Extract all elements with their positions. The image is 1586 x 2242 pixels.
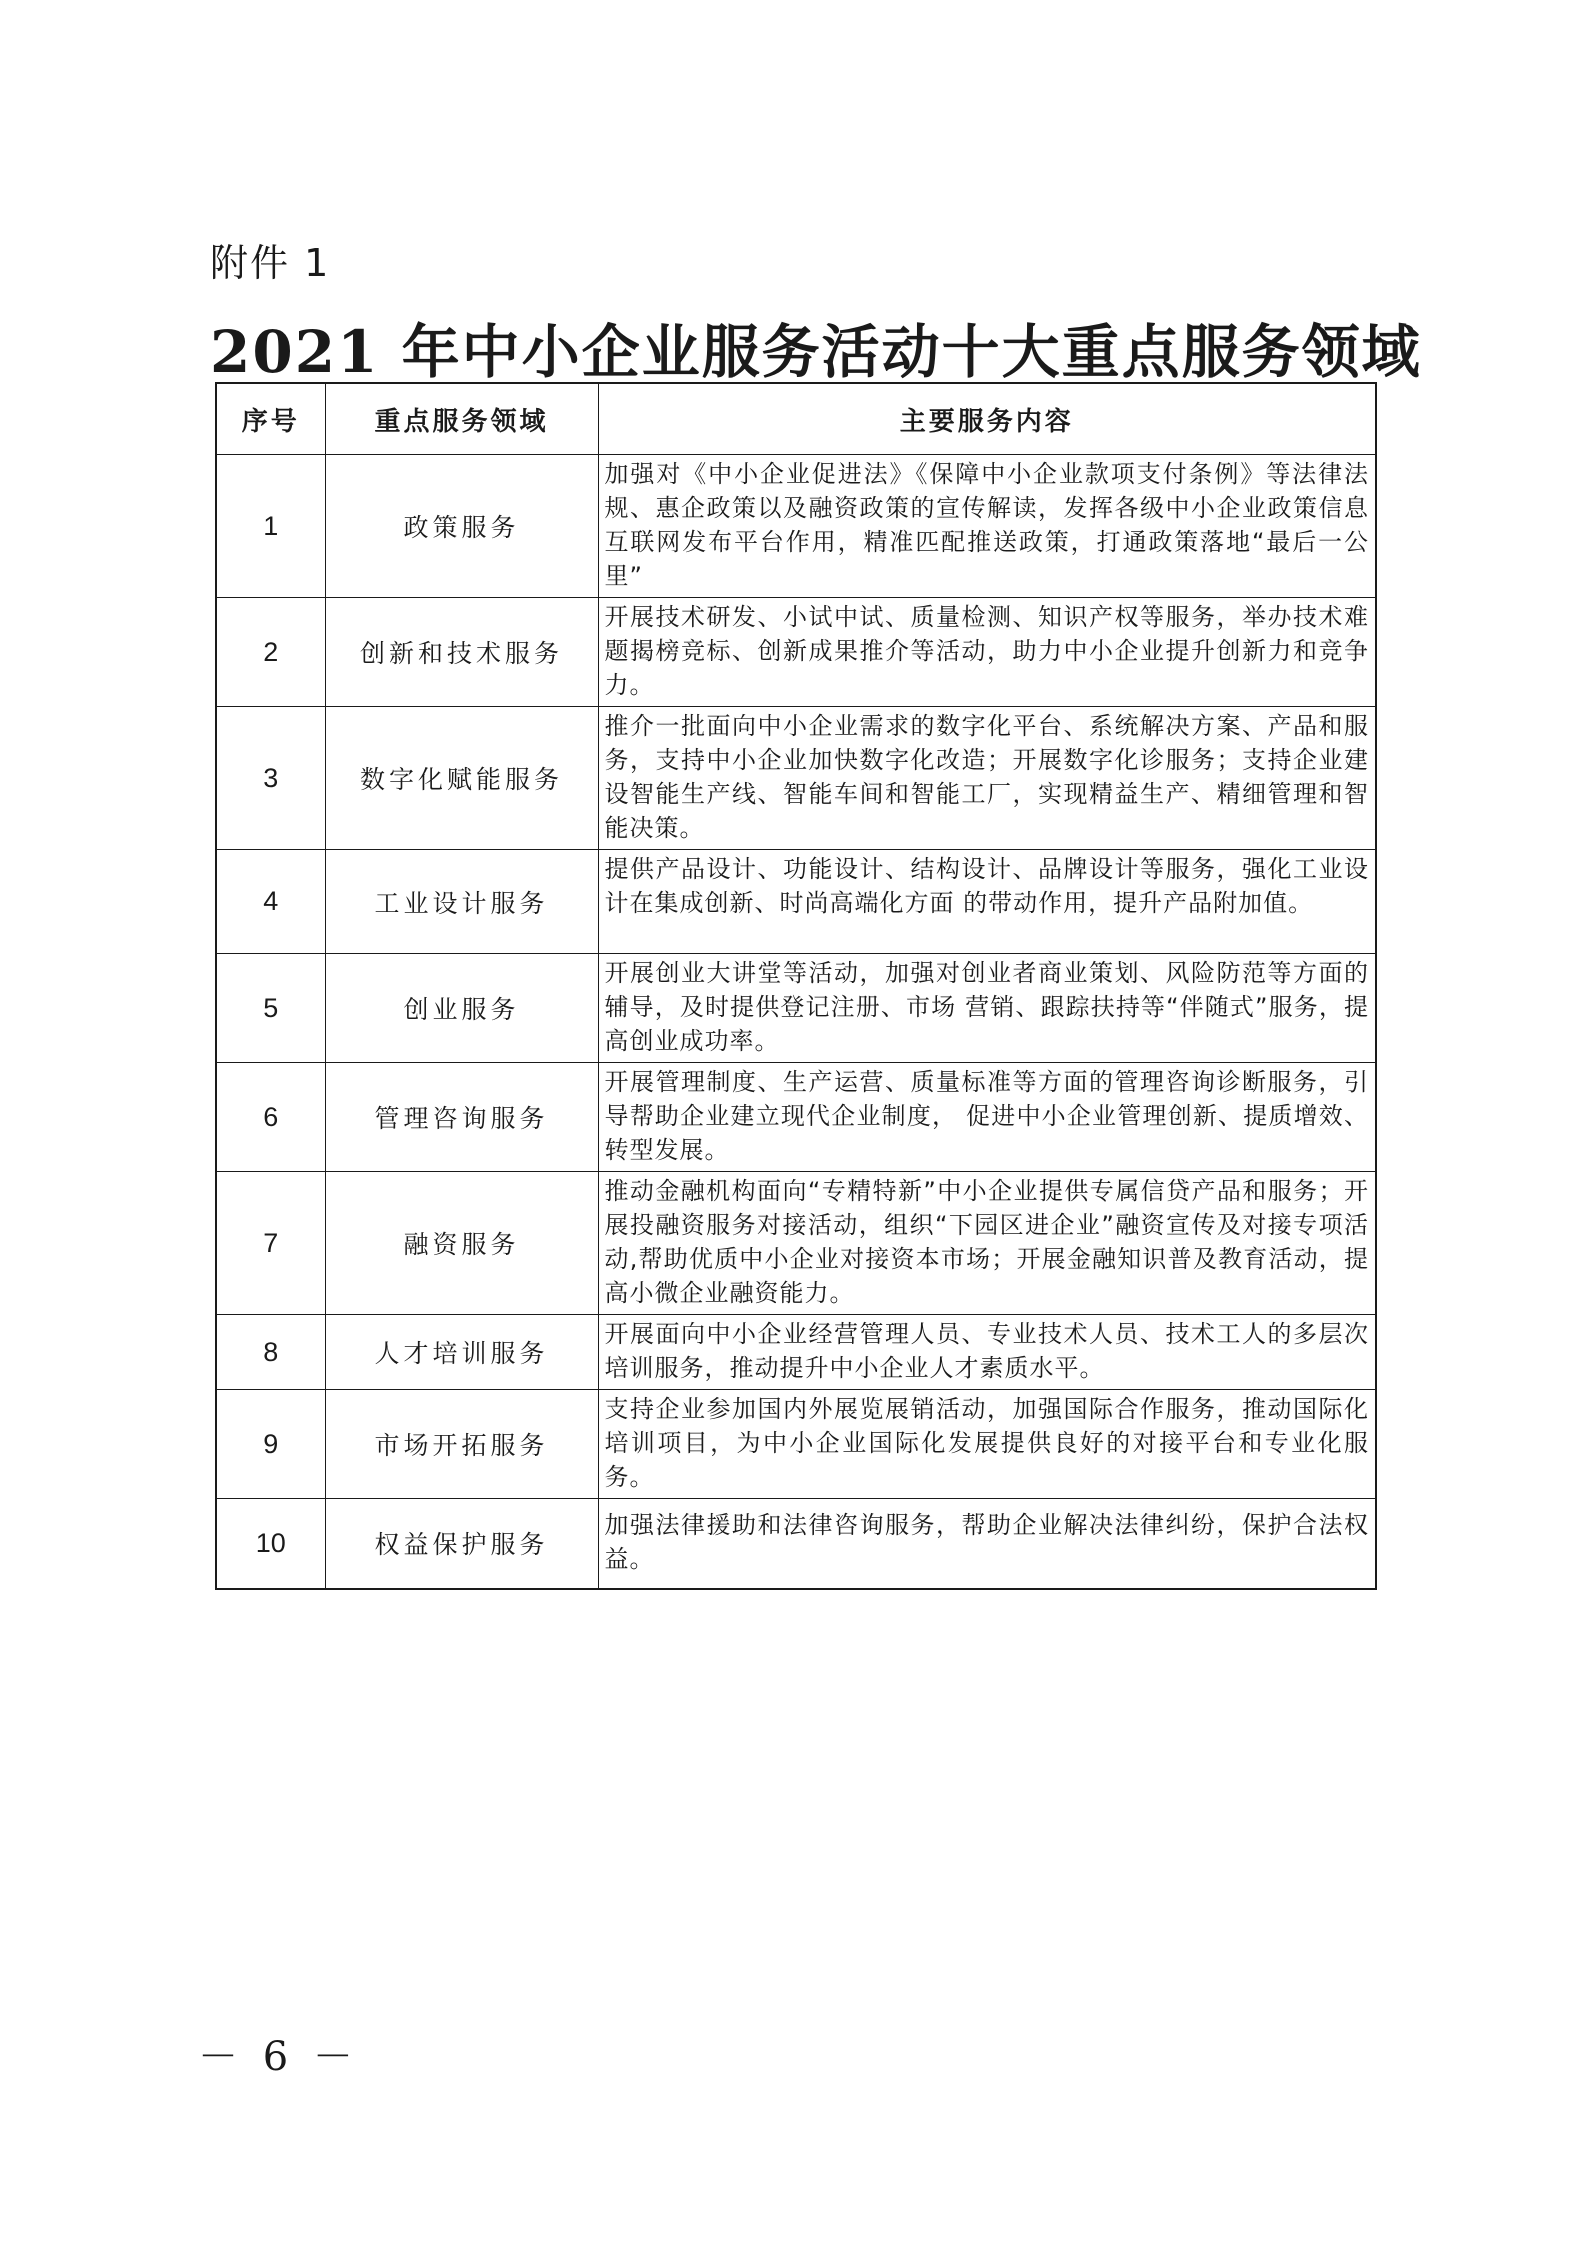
table-row bbox=[216, 1499, 1376, 1589]
row-service-area: 创新和技术服务 bbox=[325, 598, 598, 707]
table-row bbox=[216, 954, 1376, 1063]
table-row bbox=[216, 455, 1376, 598]
header-service-content: 主要服务内容 bbox=[598, 383, 1376, 455]
row-number: 4 bbox=[216, 850, 325, 954]
page-number: － 6 － bbox=[198, 2034, 359, 2080]
table-row bbox=[216, 850, 1376, 954]
table-row bbox=[216, 1063, 1376, 1172]
row-service-content: 开展面向中小企业经营管理人员、专业技术人员、技术工人的多层次培训服务，推动提升中小企业人才素质水平。 bbox=[598, 1315, 1376, 1390]
header-number: 序号 bbox=[216, 383, 325, 455]
row-service-area: 权益保护服务 bbox=[325, 1499, 598, 1589]
table-row bbox=[216, 1315, 1376, 1390]
row-number: 10 bbox=[216, 1499, 325, 1589]
row-service-content: 开展技术研发、小试中试、质量检测、知识产权等服务，举办技术难题揭榜竞标、创新成果推介等活动，助力中小企业提升创新力和竞争力。 bbox=[598, 598, 1376, 707]
row-number: 7 bbox=[216, 1172, 325, 1315]
row-number: 5 bbox=[216, 954, 325, 1063]
row-number: 9 bbox=[216, 1390, 325, 1499]
row-service-content: 开展管理制度、生产运营、质量标准等方面的管理咨询诊断服务，引导帮助企业建立现代企业制度， 促进中小企业管理创新、提质增效、转型发展。 bbox=[598, 1063, 1376, 1172]
row-service-content: 开展创业大讲堂等活动，加强对创业者商业策划、风险防范等方面的辅导，及时提供登记注册、市场 营销、跟踪扶持等“伴随式”服务，提高创业成功率。 bbox=[598, 954, 1376, 1063]
row-service-area: 创业服务 bbox=[325, 954, 598, 1063]
table-row bbox=[216, 1172, 1376, 1315]
table-row bbox=[216, 707, 1376, 850]
row-service-content: 加强法律援助和法律咨询服务，帮助企业解决法律纠纷，保护合法权益。 bbox=[598, 1499, 1376, 1589]
row-service-content: 提供产品设计、功能设计、结构设计、品牌设计等服务，强化工业设计在集成创新、时尚高端化方面 的带动作用，提升产品附加值。 bbox=[598, 850, 1376, 954]
document-title: 2021 年中小企业服务活动十大重点服务领域 bbox=[210, 318, 1422, 386]
row-service-content: 支持企业参加国内外展览展销活动，加强国际合作服务，推动国际化培训项目，为中小企业国际化发展提供良好的对接平台和专业化服务。 bbox=[598, 1390, 1376, 1499]
service-areas-table bbox=[215, 382, 1377, 1590]
row-number: 8 bbox=[216, 1315, 325, 1390]
table-row bbox=[216, 1390, 1376, 1499]
row-number: 3 bbox=[216, 707, 325, 850]
table-row bbox=[216, 598, 1376, 707]
row-service-area: 市场开拓服务 bbox=[325, 1390, 598, 1499]
row-service-area: 管理咨询服务 bbox=[325, 1063, 598, 1172]
row-service-area: 人才培训服务 bbox=[325, 1315, 598, 1390]
table-header-row bbox=[216, 383, 1376, 455]
row-service-area: 融资服务 bbox=[325, 1172, 598, 1315]
row-number: 2 bbox=[216, 598, 325, 707]
row-service-content: 推动金融机构面向“专精特新”中小企业提供专属信贷产品和服务；开展投融资服务对接活动，组织“下园区进企业”融资宣传及对接专项活动,帮助优质中小企业对接资本市场；开展金融知识普及教育活动，提高小微企业融资能力。 bbox=[598, 1172, 1376, 1315]
row-service-content: 推介一批面向中小企业需求的数字化平台、系统解决方案、产品和服务，支持中小企业加快数字化改造；开展数字化诊服务；支持企业建设智能生产线、智能车间和智能工厂，实现精益生产、精细管理和智能决策。 bbox=[598, 707, 1376, 850]
header-service-area: 重点服务领域 bbox=[325, 383, 598, 455]
row-number: 6 bbox=[216, 1063, 325, 1172]
row-service-area: 数字化赋能服务 bbox=[325, 707, 598, 850]
row-number: 1 bbox=[216, 455, 325, 598]
attachment-label: 附件 1 bbox=[210, 241, 331, 285]
row-service-area: 政策服务 bbox=[325, 455, 598, 598]
row-service-area: 工业设计服务 bbox=[325, 850, 598, 954]
row-service-content: 加强对《中小企业促进法》《保障中小企业款项支付条例》等法律法规、惠企政策以及融资政策的宣传解读，发挥各级中小企业政策信息互联网发布平台作用，精准匹配推送政策，打通政策落地“最后一公里” bbox=[598, 455, 1376, 598]
